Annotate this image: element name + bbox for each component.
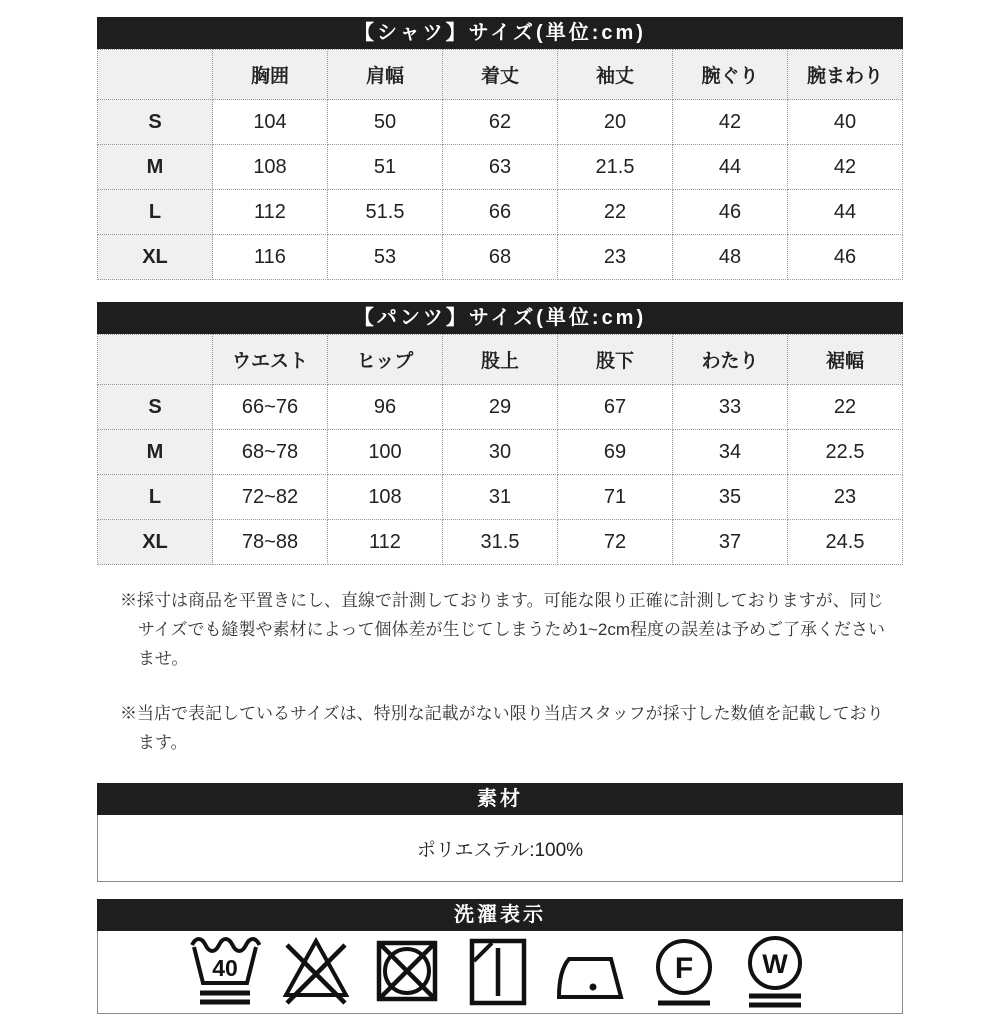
material-section (97, 783, 903, 882)
column-header-length: 着丈 (443, 50, 558, 100)
value-cell: 62 (443, 100, 558, 145)
measurement-notes (97, 586, 903, 757)
value-cell: 44 (673, 145, 788, 190)
svg-text:F: F (674, 952, 694, 985)
value-cell: 51 (328, 145, 443, 190)
size-cell: L (98, 190, 213, 235)
value-cell: 96 (328, 385, 443, 430)
column-header-sleeve: 袖丈 (558, 50, 673, 100)
column-header-waist: ウエスト (213, 335, 328, 385)
pants-row-l (98, 475, 903, 520)
value-cell: 50 (328, 100, 443, 145)
value-cell: 30 (443, 430, 558, 475)
value-cell: 20 (558, 100, 673, 145)
line-dry-in-shade-icon (462, 933, 534, 1011)
value-cell: 100 (328, 430, 443, 475)
value-cell: 40 (788, 100, 903, 145)
value-cell: 68 (443, 235, 558, 280)
column-header-rise: 股上 (443, 335, 558, 385)
value-cell: 21.5 (558, 145, 673, 190)
shirt-row-l (98, 190, 903, 235)
column-header-hip: ヒップ (328, 335, 443, 385)
value-cell: 66~76 (213, 385, 328, 430)
size-cell: L (98, 475, 213, 520)
shirt-row-xl (98, 235, 903, 280)
shirt-table-title: 【シャツ】サイズ(単位:cm) (97, 17, 903, 49)
value-cell: 22.5 (788, 430, 903, 475)
size-cell: M (98, 145, 213, 190)
do-not-bleach-icon (280, 933, 352, 1011)
care-icons-row (97, 931, 903, 1014)
value-cell: 46 (788, 235, 903, 280)
value-cell: 31.5 (443, 520, 558, 565)
column-header-inseam: 股下 (558, 335, 673, 385)
value-cell: 72~82 (213, 475, 328, 520)
svg-text:40: 40 (212, 955, 238, 981)
pants-table-block (97, 302, 903, 565)
column-header-armhole: 腕ぐり (673, 50, 788, 100)
size-cell: M (98, 430, 213, 475)
value-cell: 22 (788, 385, 903, 430)
value-cell: 69 (558, 430, 673, 475)
value-cell: 23 (558, 235, 673, 280)
value-cell: 78~88 (213, 520, 328, 565)
pants-header-row (98, 335, 903, 385)
column-header-chest: 胸囲 (213, 50, 328, 100)
column-header-shoulder: 肩幅 (328, 50, 443, 100)
size-chart-page (97, 17, 903, 1014)
value-cell: 51.5 (328, 190, 443, 235)
value-cell: 46 (673, 190, 788, 235)
corner-cell (98, 50, 213, 100)
iron-low-heat-icon (553, 933, 629, 1011)
svg-text:W: W (762, 949, 788, 979)
value-cell: 63 (443, 145, 558, 190)
value-cell: 23 (788, 475, 903, 520)
value-cell: 34 (673, 430, 788, 475)
corner-cell (98, 335, 213, 385)
value-cell: 112 (213, 190, 328, 235)
value-cell: 71 (558, 475, 673, 520)
value-cell: 108 (213, 145, 328, 190)
size-cell: S (98, 100, 213, 145)
shirt-header-row (98, 50, 903, 100)
value-cell: 24.5 (788, 520, 903, 565)
value-cell: 116 (213, 235, 328, 280)
pants-table-title: 【パンツ】サイズ(単位:cm) (97, 302, 903, 334)
size-cell: XL (98, 520, 213, 565)
material-title: 素材 (97, 783, 903, 815)
material-value: ポリエステル:100% (97, 815, 903, 882)
value-cell: 22 (558, 190, 673, 235)
value-cell: 44 (788, 190, 903, 235)
value-cell: 53 (328, 235, 443, 280)
value-cell: 72 (558, 520, 673, 565)
value-cell: 33 (673, 385, 788, 430)
value-cell: 35 (673, 475, 788, 520)
value-cell: 29 (443, 385, 558, 430)
value-cell: 37 (673, 520, 788, 565)
column-header-thigh: わたり (673, 335, 788, 385)
pants-size-table (97, 334, 903, 565)
value-cell: 67 (558, 385, 673, 430)
pants-row-xl (98, 520, 903, 565)
care-title: 洗濯表示 (97, 899, 903, 931)
value-cell: 68~78 (213, 430, 328, 475)
size-cell: S (98, 385, 213, 430)
value-cell: 104 (213, 100, 328, 145)
value-cell: 108 (328, 475, 443, 520)
value-cell: 42 (788, 145, 903, 190)
shirt-row-s (98, 100, 903, 145)
value-cell: 48 (673, 235, 788, 280)
value-cell: 42 (673, 100, 788, 145)
measurement-note-2: ※当店で表記しているサイズは、特別な記載がない限り当店スタッフが採寸した数値を記載しております。 (120, 704, 884, 752)
value-cell: 66 (443, 190, 558, 235)
value-cell: 31 (443, 475, 558, 520)
wash-40-very-gentle-icon (189, 933, 261, 1011)
shirt-size-table (97, 49, 903, 280)
wet-clean-very-gentle-icon (739, 933, 811, 1011)
value-cell: 112 (328, 520, 443, 565)
column-header-arm-width: 腕まわり (788, 50, 903, 100)
care-section (97, 899, 903, 1014)
column-header-hem: 裾幅 (788, 335, 903, 385)
shirt-row-m (98, 145, 903, 190)
pants-row-m (98, 430, 903, 475)
size-cell: XL (98, 235, 213, 280)
pants-row-s (98, 385, 903, 430)
measurement-note-1: ※採寸は商品を平置きにし、直線で計測しております。可能な限り正確に計測しておりますが、同じサイズでも縫製や素材によって個体差が生じてしまうため1~2cm程度の誤差は予めご了承くださいませ。 (120, 591, 885, 668)
dry-clean-petroleum-gentle-icon (648, 933, 720, 1011)
do-not-tumble-dry-icon (371, 933, 443, 1011)
shirt-table-block (97, 17, 903, 280)
